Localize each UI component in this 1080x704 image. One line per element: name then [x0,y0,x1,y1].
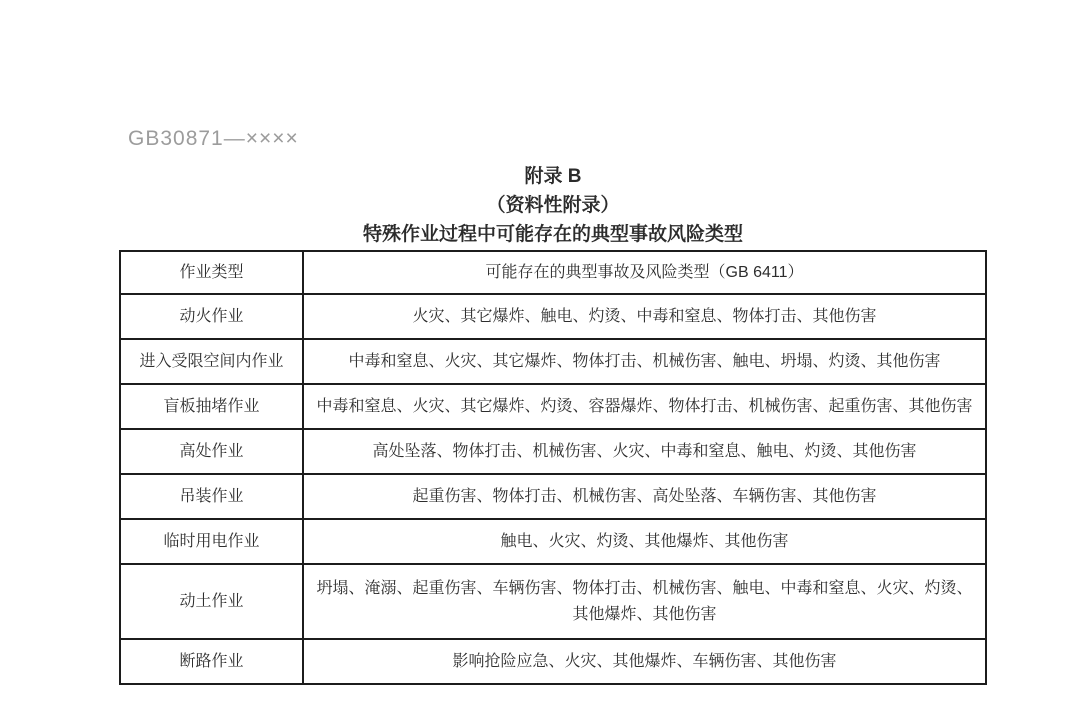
table-row [120,429,986,474]
risks-cell: 起重伤害、物体打击、机械伤害、高处坠落、车辆伤害、其他伤害 [303,474,986,519]
table-header-row [120,251,986,294]
table-row [120,474,986,519]
risks-cell: 中毒和窒息、火灾、其它爆炸、灼烫、容器爆炸、物体打击、机械伤害、起重伤害、其他伤害 [303,384,986,429]
job-type-cell: 动土作业 [120,564,303,639]
risks-cell: 高处坠落、物体打击、机械伤害、火灾、中毒和窒息、触电、灼烫、其他伤害 [303,429,986,474]
job-type-cell: 进入受限空间内作业 [120,339,303,384]
table-row [120,294,986,339]
table-row [120,519,986,564]
job-type-cell: 临时用电作业 [120,519,303,564]
risk-table [119,250,987,685]
risks-cell: 影响抢险应急、火灾、其他爆炸、车辆伤害、其他伤害 [303,639,986,684]
table-row [120,564,986,639]
risks-cell: 触电、火灾、灼烫、其他爆炸、其他伤害 [303,519,986,564]
col-header-risk-types: 可能存在的典型事故及风险类型（GB 6411） [303,251,986,294]
table-row [120,639,986,684]
risks-cell: 坍塌、淹溺、起重伤害、车辆伤害、物体打击、机械伤害、触电、中毒和窒息、火灾、灼烫、其他爆炸、其他伤害 [303,564,986,639]
appendix-title: 附录 B [524,166,582,187]
col-header-job-type: 作业类型 [120,251,303,294]
job-type-cell: 盲板抽堵作业 [120,384,303,429]
table-row [120,339,986,384]
title-block [119,162,987,249]
table-row [120,384,986,429]
risks-cell: 火灾、其它爆炸、触电、灼烫、中毒和窒息、物体打击、其他伤害 [303,294,986,339]
risks-cell: 中毒和窒息、火灾、其它爆炸、物体打击、机械伤害、触电、坍塌、灼烫、其他伤害 [303,339,986,384]
table-title: 特殊作业过程中可能存在的典型事故风险类型 [362,224,743,245]
appendix-subtitle: （资料性附录） [486,195,620,216]
doc-number: GB30871—×××× [128,127,299,150]
job-type-cell: 吊装作业 [120,474,303,519]
job-type-cell: 动火作业 [120,294,303,339]
job-type-cell: 高处作业 [120,429,303,474]
job-type-cell: 断路作业 [120,639,303,684]
